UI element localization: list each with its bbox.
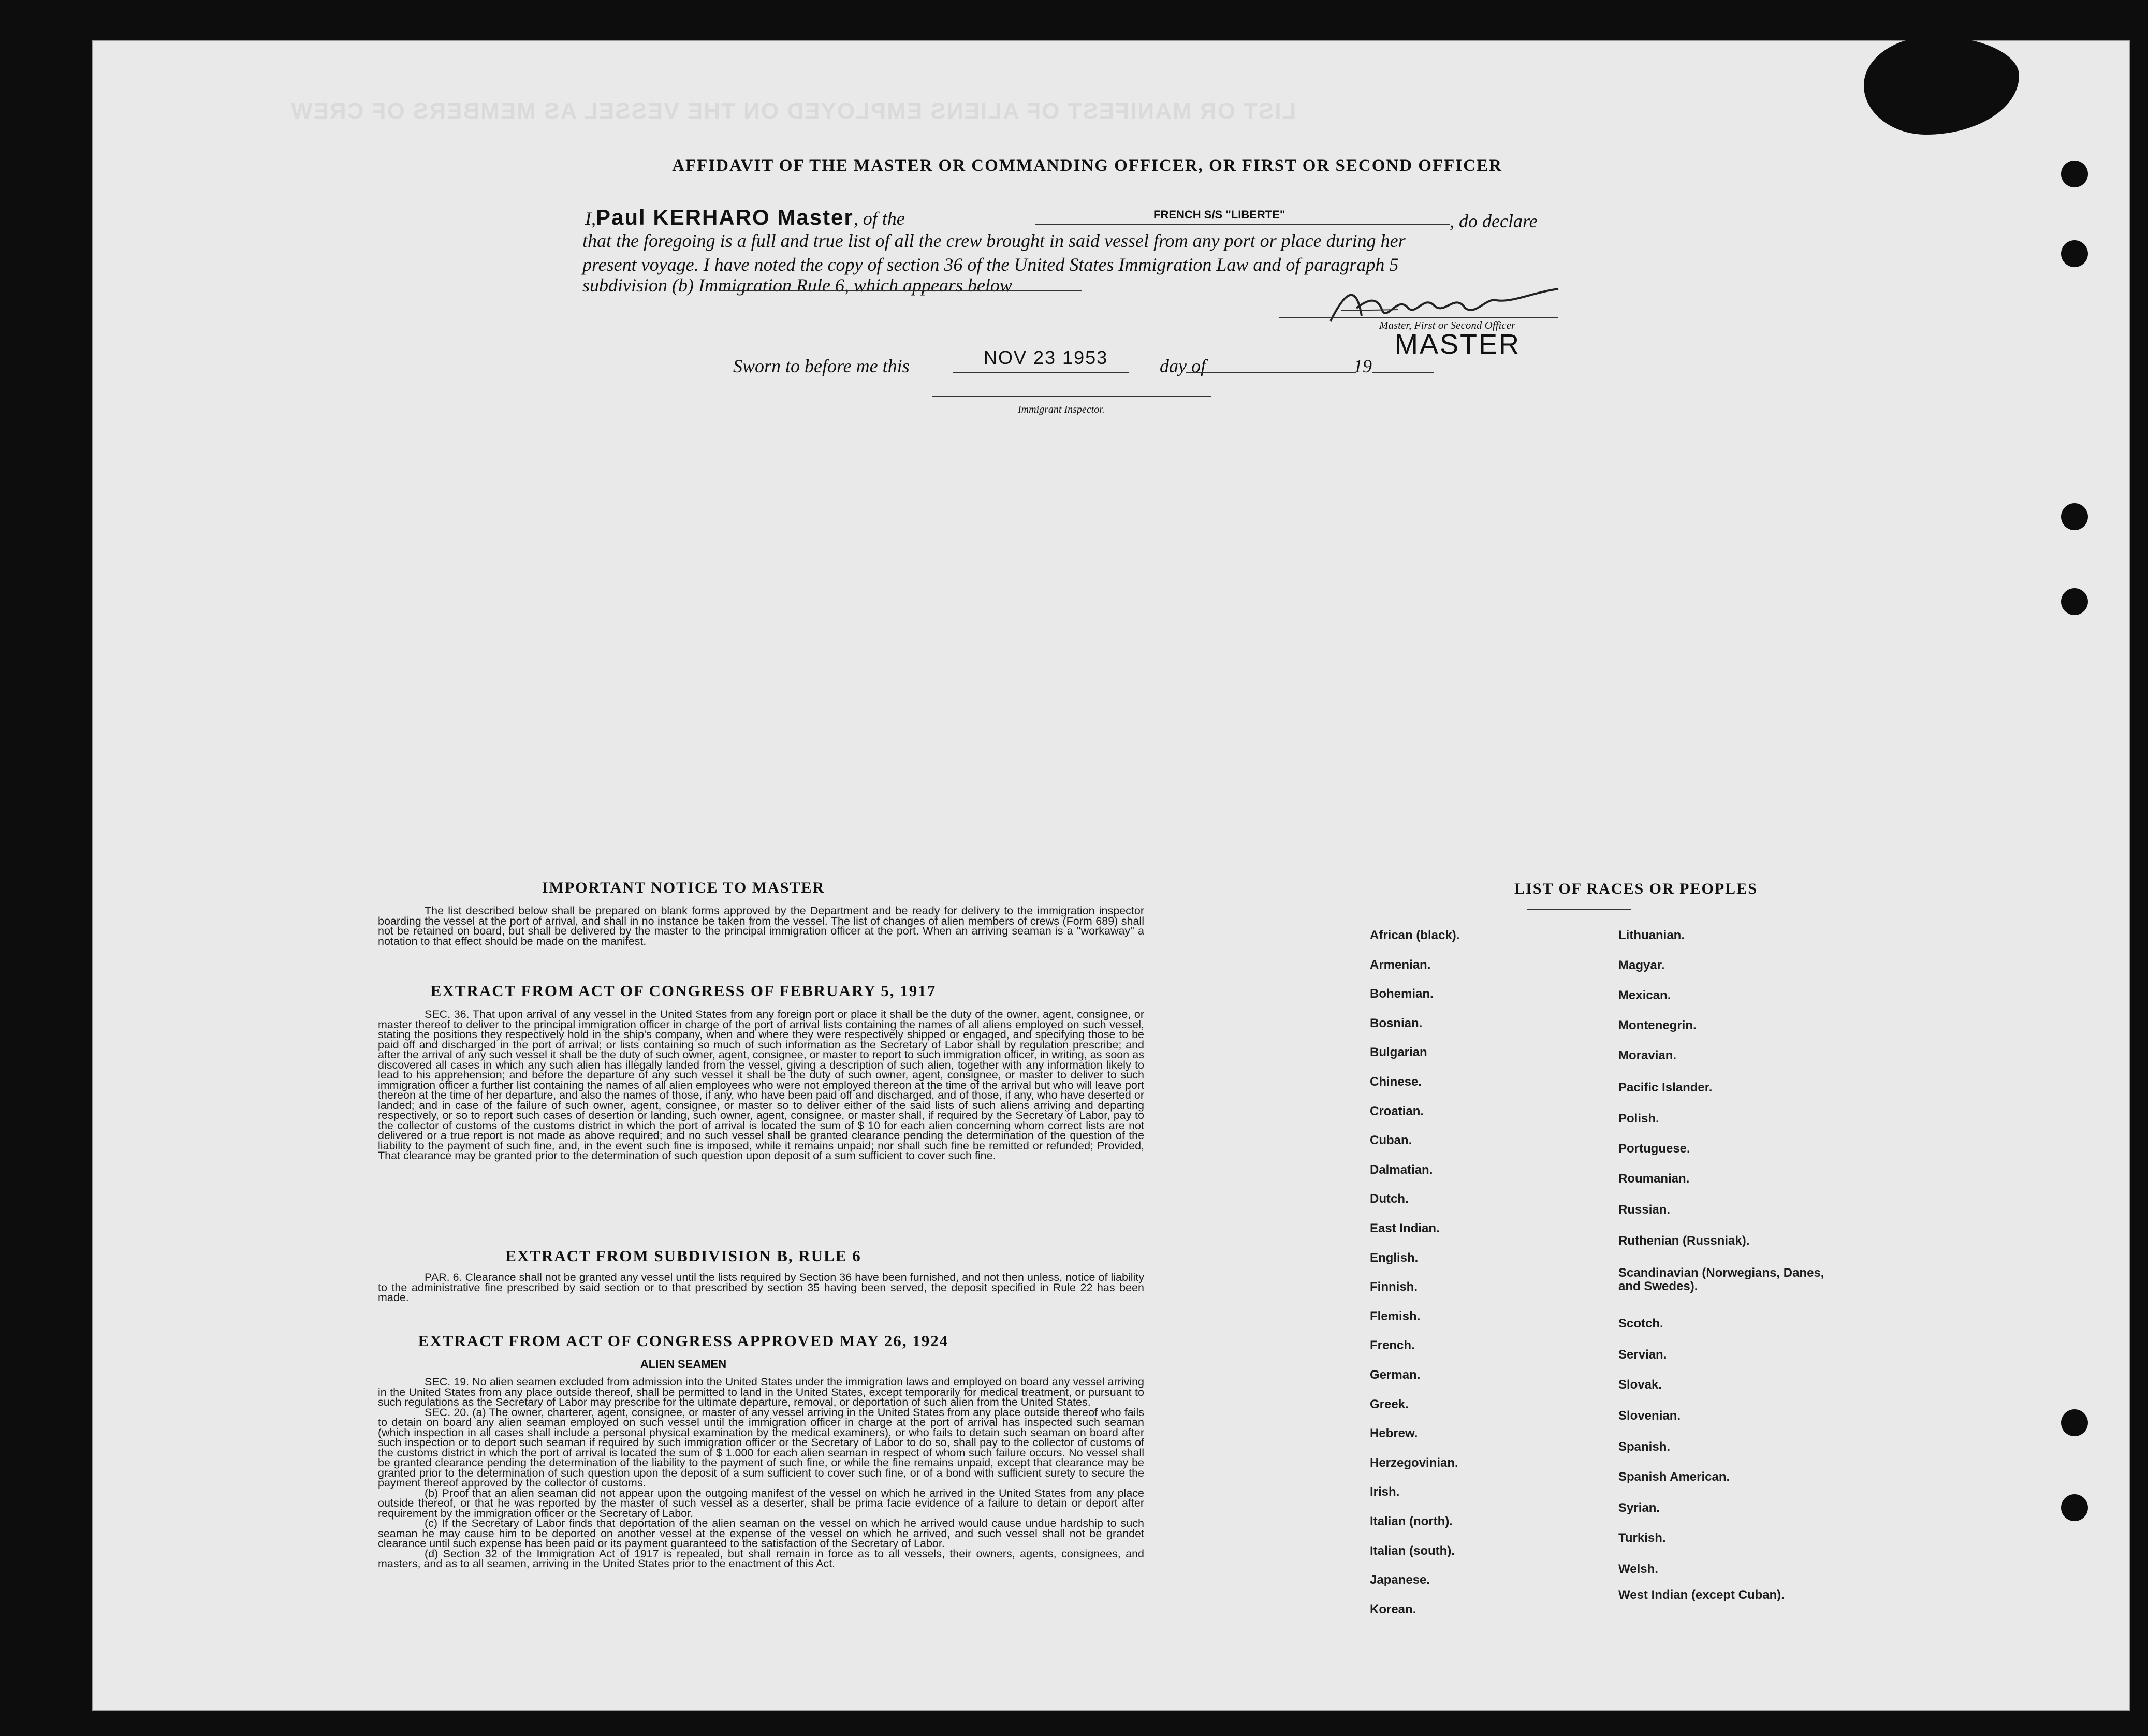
- race-item: West Indian (except Cuban).: [1618, 1588, 1785, 1602]
- sec-20a-paragraph: SEC. 20. (a) The owner, charterer, agent, consignee, or master of any vessel arriving in the United States from any place outside thereof who fails to detain on board any alien seaman employed on such vessel until the immigration officer in charge at the port of arrival has inspected such seaman (which inspection in all cases shall include a personal physical examination by the medical examiners), or who fails to detain such seaman on board after such inspection or to deport such seaman if required by such immigration officer or the Secretary of Labor to do so, shall pay to the collector of customs of the customs district in which the port of arrival is located the sum of $ 1.000 for each alien seaman in respect of whom such failure occurs. No vessel shall be granted clearance pending the determination of the liability to the payment of such fine, or while the fine remains unpaid, except that clearance may be granted prior to the determination of such question upon the deposit of a sum sufficient to cover such fine, or of a bond with sufficient surety to secure the payment thereof approved by the collector of customs.: [378, 1406, 1144, 1489]
- race-item: Scotch.: [1618, 1317, 1663, 1331]
- races-heading: LIST OF RACES OR PEOPLES: [1514, 880, 1758, 897]
- race-item: Mexican.: [1618, 988, 1671, 1002]
- race-item: Spanish American.: [1618, 1470, 1730, 1484]
- race-item: Bohemian.: [1370, 987, 1434, 1001]
- race-item: Italian (south).: [1370, 1543, 1455, 1558]
- par-6-paragraph: PAR. 6. Clearance shall not be granted any vessel until the lists required by Section 36 have been furnished, and not then unless, notice of liability to the administrative fine prescribed by said section or to that prescribed by section 35 having been served, the deposit specified in Rule 22 has been made.: [378, 1271, 1144, 1304]
- race-item: Russian.: [1618, 1203, 1671, 1217]
- race-item: Dalmatian.: [1370, 1162, 1433, 1177]
- race-item: Slovak.: [1618, 1378, 1662, 1392]
- race-item: Italian (north).: [1370, 1514, 1453, 1528]
- race-item: African (black).: [1370, 928, 1460, 942]
- strike-line: [720, 290, 1082, 291]
- inspector-caption: Immigrant Inspector.: [1018, 404, 1105, 415]
- punch-hole: [2061, 161, 2088, 187]
- intro-i: I,: [585, 208, 596, 229]
- punch-hole: [2061, 1409, 2088, 1436]
- year-line: [1372, 372, 1434, 373]
- sec-20d-paragraph: (d) Section 32 of the Immigration Act of 1917 is repealed, but shall remain in force as to all vessels, their owners, agents, consignees, and masters, and as to all seamen, arriving in the United States prior to the enactment of this Act.: [378, 1547, 1144, 1570]
- sec-19-paragraph: SEC. 19. No alien seamen excluded from admission into the United States under the immigration laws and employed on board any vessel arriving in the United States from any place outside thereof, shall be permitted to land in the United States, except temporarily for medical treatment, or pursuant to such regulations as the Secretary of Labor may prescribe for the ultimate departure, removal, or deportation of such alien from the United States.: [378, 1376, 1144, 1408]
- race-item: Scandinavian (Norwegians, Danes, and Swedes).: [1618, 1266, 1824, 1293]
- extract-1924-text: [378, 1377, 1144, 1569]
- race-item: Croatian.: [1370, 1104, 1424, 1118]
- race-item: Servian.: [1618, 1348, 1667, 1362]
- race-item: German.: [1370, 1368, 1421, 1382]
- sec-36-paragraph: SEC. 36. That upon arrival of any vessel in the United States from any foreign port or place it shall be the duty of the owner, agent, consignee, or master thereof to deliver to the principal immigration officer in charge of the port of arrival lists containing the names of all aliens employed on such vessel, stating the positions they respectively hold in the ship's company, when and where they were respectively shipped or engaged, and specifying those to be paid off and discharged in the port of arrival; or lists containing so much of such information as the Secretary of Labor shall by regulation prescribe; and after the arrival of any such vessel it shall be the duty of such owner, agent, consignee, or master to report to such immigration officer, in writing, as soon as discovered all cases in which any such alien has illegally landed from the vessel, giving a description of such alien, together with any information likely to lead to his apprehension; and before the departure of any such vessel it shall be the duty of such owner, agent, consignee, or master to deliver to such immigration officer a further list containing the names of all alien employees who were not employed thereon at the time of the arrival but who will leave port thereon at the time of her departure, and also the names of those, if any, who have been paid off and discharged, and of those, if any, who have deserted or landed; and in case of the failure of such owner, agent, consignee, or master so to deliver either of the said lists of such aliens arriving and departing respectively, or so to report such cases of desertion or landing, such owner, agent, consignee, or master shall, if required by the Secretary of Labor, pay to the collector of customs of the customs district in which the port of arrival is located the sum of $ 10 for each alien concerning whom correct lists are not delivered or a true report is not made as above required; and no such vessel shall be granted clearance pending the determination of the question of the liability to the payment of such fine, and, in the event such fine is imposed, while it remains unpaid; nor shall such fine be remitted or refunded; Provided, That clearance may be granted prior to the determination of such question upon deposit of a sum sufficient to cover such fine.: [378, 1008, 1144, 1162]
- race-item: Magyar.: [1618, 958, 1665, 972]
- signature-line: [1279, 317, 1558, 318]
- affidavit-title: AFFIDAVIT OF THE MASTER OR COMMANDING OFFICER, OR FIRST OR SECOND OFFICER: [672, 156, 1502, 175]
- extract-1924-heading: EXTRACT FROM ACT OF CONGRESS APPROVED MAY 26, 1924: [418, 1332, 949, 1350]
- race-item: Hebrew.: [1370, 1426, 1418, 1441]
- race-item: East Indian.: [1370, 1221, 1440, 1235]
- bleed-through-text: LIST OR MANIFEST OF ALIENS EMPLOYED ON THE VESSEL AS MEMBERS OF CREW: [290, 98, 1296, 124]
- race-item: Ruthenian (Russniak).: [1618, 1234, 1750, 1248]
- race-item: Cuban.: [1370, 1133, 1412, 1148]
- sec-20b-paragraph: (b) Proof that an alien seaman did not appear upon the outgoing manifest of the vessel on which he arrived in the United States from any place outside thereof, or that he was reported by the master of such vessel as a deserter, shall be prima facie evidence of a failure to detain or deport after requirement by the immigration officer or the Secretary of Labor.: [378, 1486, 1144, 1520]
- month-line: [1186, 372, 1356, 373]
- sworn-label: Sworn to before me this: [733, 356, 910, 376]
- race-item: English.: [1370, 1250, 1419, 1265]
- inspector-line: [932, 396, 1211, 397]
- rule-6-heading: EXTRACT FROM SUBDIVISION B, RULE 6: [505, 1247, 861, 1265]
- race-item: Korean.: [1370, 1602, 1416, 1616]
- punch-hole: [2061, 1494, 2088, 1521]
- affidavit-line-2: that the foregoing is a full and true list of all the crew brought in said vessel from any port or place during her: [582, 230, 1406, 251]
- day-of-label: day of: [1160, 356, 1206, 376]
- extract-1917-heading: EXTRACT FROM ACT OF CONGRESS OF FEBRUARY 5, 1917: [430, 982, 937, 1000]
- punch-hole: [2061, 240, 2088, 267]
- of-the-label: , of the: [853, 208, 905, 229]
- race-item: Pacific Islander.: [1618, 1081, 1713, 1095]
- alien-seamen-subheading: ALIEN SEAMEN: [640, 1358, 727, 1370]
- sworn-date: NOV 23 1953: [984, 347, 1108, 368]
- race-item: Roumanian.: [1618, 1172, 1690, 1186]
- affidavit-line-1: [585, 205, 905, 230]
- race-item: Finnish.: [1370, 1280, 1418, 1294]
- punch-hole: [2061, 588, 2088, 615]
- do-declare-label: , do declare: [1450, 211, 1538, 231]
- notice-text: [378, 906, 1144, 946]
- race-item: Armenian.: [1370, 957, 1431, 972]
- master-stamp: MASTER: [1395, 329, 1521, 360]
- punch-hole: [2061, 503, 2088, 530]
- race-item: French.: [1370, 1338, 1415, 1353]
- year-prefix: 19: [1353, 356, 1372, 376]
- race-item: Bulgarian: [1370, 1045, 1427, 1060]
- race-item: Chinese.: [1370, 1075, 1422, 1089]
- race-item: Lithuanian.: [1618, 928, 1685, 942]
- race-item: Herzegovinian.: [1370, 1455, 1458, 1470]
- signature-caption: Master, First or Second Officer: [1379, 319, 1516, 331]
- race-item: Slovenian.: [1618, 1409, 1681, 1423]
- notice-paragraph: The list described below shall be prepared on blank forms approved by the Department and be ready for delivery to the immigration inspector boarding the vessel at the port of arrival, and shall in no instance be taken from the vessel. The list of changes of alien members of crews (Form 689) shall not be retained on board, but shall be delivered by the master to the principal immigration officer at the port. When an arriving seaman is a "workaway" a notation to that effect should be made on the manifest.: [378, 905, 1144, 947]
- race-item: Dutch.: [1370, 1192, 1409, 1206]
- race-item: Welsh.: [1618, 1562, 1658, 1576]
- race-item: Japanese.: [1370, 1573, 1430, 1587]
- vessel-line: [1035, 224, 1450, 225]
- sworn-date-line: [953, 372, 1129, 373]
- race-item: Polish.: [1618, 1112, 1659, 1126]
- affidavit-line-3: present voyage. I have noted the copy of section 36 of the United States Immigration Law and of paragraph 5: [582, 254, 1399, 275]
- race-item: Syrian.: [1618, 1501, 1660, 1515]
- race-item: Greek.: [1370, 1397, 1409, 1411]
- race-item: Moravian.: [1618, 1048, 1677, 1062]
- races-heading-rule: [1527, 909, 1631, 910]
- race-item: Bosnian.: [1370, 1016, 1423, 1030]
- extract-1917-text: [378, 1010, 1144, 1161]
- race-item: Montenegrin.: [1618, 1018, 1697, 1032]
- race-item: Turkish.: [1618, 1531, 1666, 1545]
- affidavit-line-4: subdivision (b) Immigration Rule 6, which appears below: [582, 275, 1012, 296]
- master-name: Paul KERHARO Master: [596, 205, 854, 229]
- vessel-name: FRENCH S/S "LIBERTE": [1153, 208, 1285, 221]
- race-item: Portuguese.: [1618, 1142, 1690, 1156]
- rule-6-text: [378, 1273, 1144, 1303]
- race-item: Irish.: [1370, 1485, 1400, 1499]
- notice-heading: IMPORTANT NOTICE TO MASTER: [542, 879, 825, 896]
- race-item: Flemish.: [1370, 1309, 1421, 1323]
- sec-20c-paragraph: (c) If the Secretary of Labor finds that deportation of the alien seaman on the vessel on which he arrived would cause undue hardship to such seaman he may cause him to be deported on another vessel at the expense of the vessel on which he arrived, and such vessel shall not be grandet clearance until such expense has been paid or its payment guaranteed to the satisfaction of the Secretary of Labor.: [378, 1517, 1144, 1550]
- race-item: Spanish.: [1618, 1440, 1671, 1454]
